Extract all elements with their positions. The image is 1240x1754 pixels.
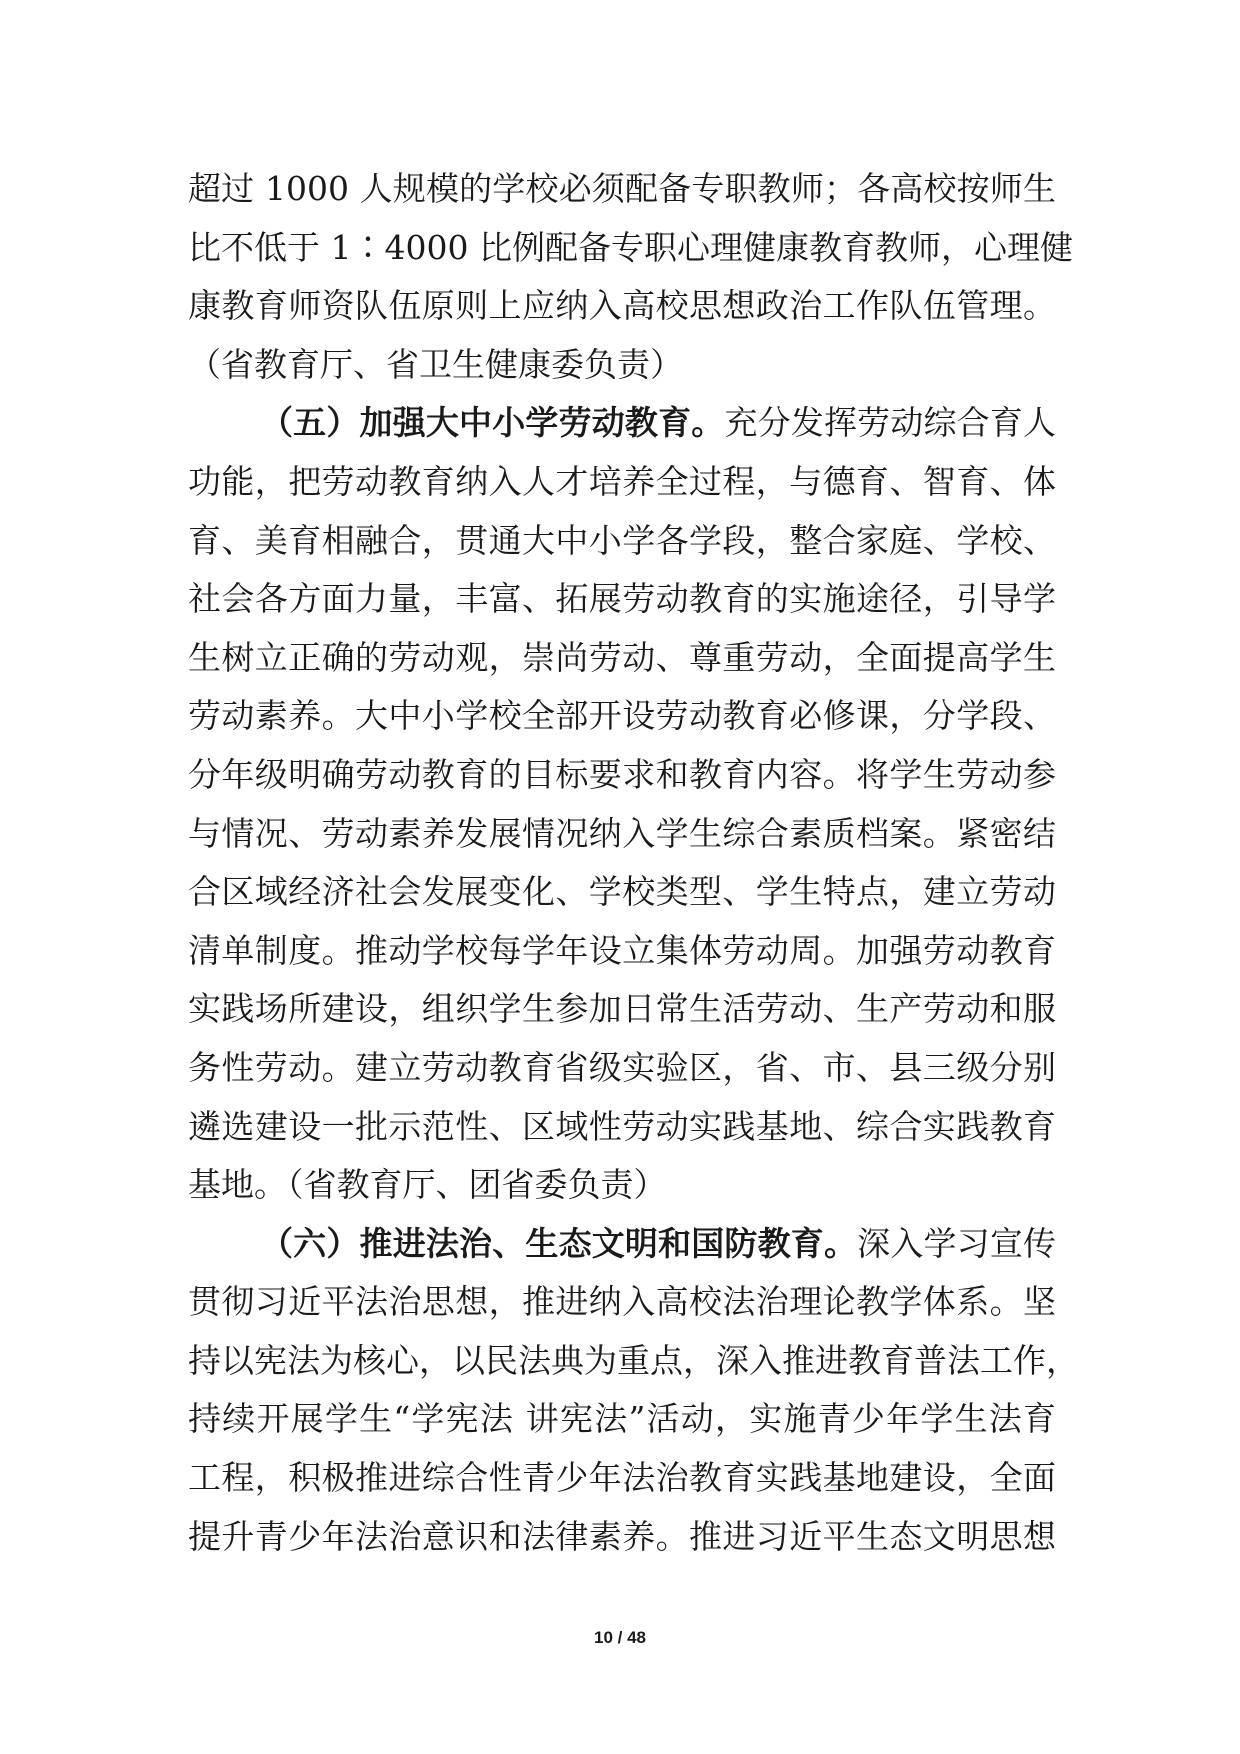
text-line: 功能，把劳动教育纳入人才培养全过程，与德育、智育、体 xyxy=(188,461,1056,501)
text-line: 持以宪法为核心，以民法典为重点，深入推进教育普法工作， xyxy=(188,1340,1079,1380)
section-heading-line: （六）推进法治、生态文明和国防教育。深入学习宣传 xyxy=(260,1223,1057,1263)
text-line: 遴选建设一批示范性、区域性劳动实践基地、综合实践教育 xyxy=(188,1106,1056,1146)
text-line: 实践场所建设，组织学生参加日常生活劳动、生产劳动和服 xyxy=(188,989,1056,1029)
text-line: 清单制度。推动学校每学年设立集体劳动周。加强劳动教育 xyxy=(188,930,1056,970)
text-line: 提升青少年法治意识和法律素养。推进习近平生态文明思想 xyxy=(188,1516,1056,1556)
text-line: 比不低于 1∶4000 比例配备专职心理健康教育教师，心理健 xyxy=(188,227,1073,267)
text-line: 康教育师资队伍原则上应纳入高校思想政治工作队伍管理。 xyxy=(188,286,1056,326)
text-line: 生树立正确的劳动观，崇尚劳动、尊重劳动，全面提高学生 xyxy=(188,637,1056,677)
text-line: 分年级明确劳动教育的目标要求和教育内容。将学生劳动参 xyxy=(188,754,1056,794)
section-heading: （五）加强大中小学劳动教育。 xyxy=(260,403,725,443)
text-line: （省教育厅、省卫生健康委负责） xyxy=(188,344,683,384)
text-line: 育、美育相融合，贯通大中小学各学段，整合家庭、学校、 xyxy=(188,520,1056,560)
body-text xyxy=(188,160,1079,1566)
text-line: 务性劳动。建立劳动教育省级实验区，省、市、县三级分别 xyxy=(188,1047,1056,1087)
text-line: 劳动素养。大中小学校全部开设劳动教育必修课，分学段、 xyxy=(188,696,1056,736)
page-number: 10 / 48 xyxy=(594,1628,646,1647)
section-heading-line: （五）加强大中小学劳动教育。充分发挥劳动综合育人 xyxy=(260,403,1057,443)
text-line: 贯彻习近平法治思想，推进纳入高校法治理论教学体系。坚 xyxy=(188,1282,1056,1322)
section-heading: （六）推进法治、生态文明和国防教育。 xyxy=(260,1223,858,1263)
text-line: 基地。（省教育厅、团省委负责） xyxy=(188,1165,667,1205)
text-line: 社会各方面力量，丰富、拓展劳动教育的实施途径，引导学 xyxy=(188,579,1056,619)
text-line: 合区域经济社会发展变化、学校类型、学生特点，建立劳动 xyxy=(188,872,1056,912)
text-line: 持续开展学生“学宪法 讲宪法”活动，实施青少年学生法育 xyxy=(188,1399,1056,1439)
text-line: 超过 1000 人规模的学校必须配备专职教师；各高校按师生 xyxy=(188,169,1056,208)
text-line: 与情况、劳动素养发展情况纳入学生综合素质档案。紧密结 xyxy=(188,813,1056,853)
text-line: 工程，积极推进综合性青少年法治教育实践基地建设，全面 xyxy=(188,1458,1056,1498)
